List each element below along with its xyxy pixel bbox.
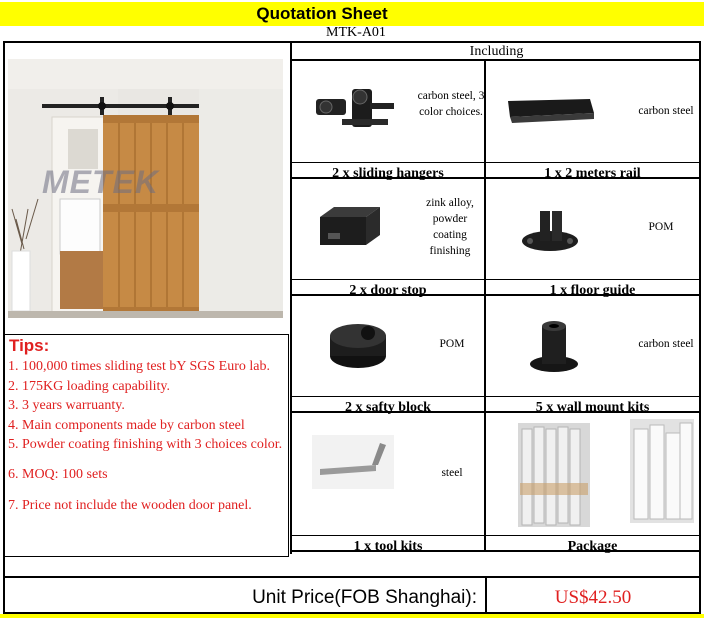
component-desc: zink alloy, powder coating finishing — [426, 197, 474, 257]
component-desc: POM — [439, 338, 465, 350]
photo-watermark: METEK — [42, 164, 159, 200]
component-desc: steel — [441, 467, 463, 479]
component-cell — [292, 296, 486, 413]
tips-box — [4, 334, 289, 557]
tip-item: 3. 3 years warruanty. — [8, 398, 125, 413]
package-boxes-icon — [630, 419, 694, 528]
component-caption: 1 x 2 meters rail — [486, 162, 699, 181]
tips-list — [8, 357, 288, 516]
rail-icon — [506, 91, 596, 136]
hex-key-icon — [312, 435, 394, 494]
component-cell — [486, 179, 701, 296]
tip-item: 5. Powder coating finishing with 3 choices color. — [8, 437, 283, 452]
price-value: US$42.50 — [554, 587, 632, 608]
component-cell — [486, 296, 701, 413]
component-caption: 2 x safty block — [292, 396, 484, 415]
tip-item: 7. Price not include the wooden door panel. — [8, 498, 252, 513]
including-heading: Including — [292, 41, 701, 61]
component-cell — [292, 61, 486, 179]
tip-item: 6. MOQ: 100 sets — [8, 466, 108, 482]
component-cell — [486, 413, 701, 552]
tip-item: 1. 100,000 times sliding test bY SGS Euro lab. — [8, 359, 270, 374]
component-caption: Package — [486, 535, 699, 554]
component-cell — [292, 179, 486, 296]
door-stop-icon — [314, 201, 389, 261]
tip-item: 2. 175KG loading capability. — [8, 378, 171, 394]
component-desc: carbon steel — [638, 105, 694, 117]
price-label: Unit Price(FOB Shanghai): — [3, 578, 487, 614]
component-caption: 2 x door stop — [292, 279, 484, 298]
floor-guide-icon — [514, 201, 594, 261]
price-row — [3, 576, 701, 614]
component-desc: carbon steel — [638, 338, 694, 350]
safety-block-icon — [324, 316, 394, 381]
component-desc: carbon steel, 3 color choices. — [417, 90, 485, 118]
component-cell — [486, 61, 701, 179]
component-caption: 1 x tool kits — [292, 535, 484, 554]
component-caption: 2 x sliding hangers — [292, 162, 484, 181]
tips-heading: Tips: — [9, 336, 50, 355]
including-grid — [290, 41, 701, 554]
component-desc: POM — [648, 221, 674, 233]
product-photo — [8, 59, 283, 318]
model-number: MTK-A01 — [326, 25, 386, 40]
title-bar — [0, 2, 704, 26]
component-caption: 5 x wall mount kits — [486, 396, 699, 415]
bottom-accent-line — [0, 614, 704, 618]
page-title: Quotation Sheet — [256, 4, 388, 23]
hanger-icon — [312, 79, 397, 144]
component-caption: 1 x floor guide — [486, 279, 699, 298]
component-cell — [292, 413, 486, 552]
wall-mount-icon — [526, 314, 586, 381]
package-icon — [518, 423, 590, 532]
tip-item: 4. Main components made by carbon steel — [8, 417, 245, 433]
